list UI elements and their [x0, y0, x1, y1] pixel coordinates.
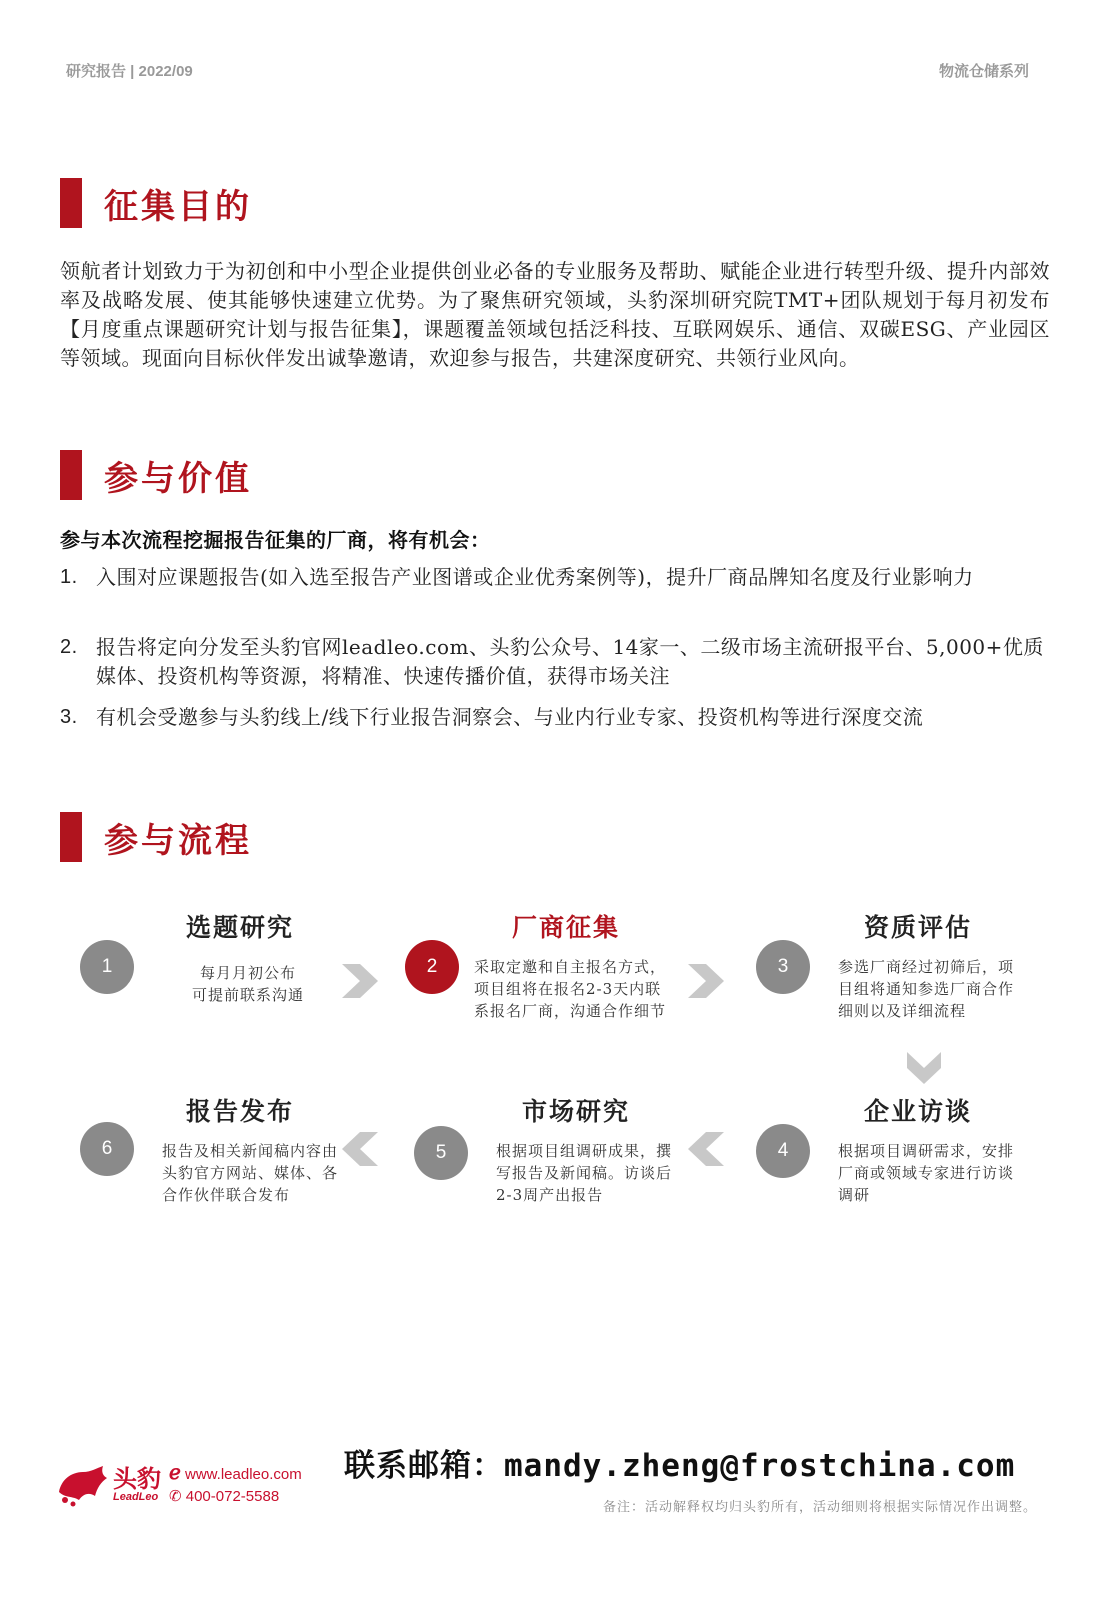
item-text: 入围对应课题报告(如入选至报告产业图谱或企业优秀案例等)，提升厂商品牌知名度及行业影响力 [96, 565, 974, 589]
report-header-series: 物流仓储系列 [938, 63, 1029, 80]
item-number: 2. [60, 636, 78, 658]
step-5-description: 根据项目组调研成果，撰写报告及新闻稿。访谈后2-3周产出报告 [496, 1142, 673, 1204]
chevron-right-icon [340, 962, 380, 1000]
leopard-logo-icon [55, 1462, 109, 1508]
value-item-2 [60, 633, 1050, 691]
contact-email[interactable]: 联系邮箱：mandy.zheng@frostchina.com [344, 1448, 1016, 1484]
item-number: 3. [60, 706, 78, 728]
website-link[interactable]: www.leadleo.com [185, 1466, 302, 1483]
step-4-description: 根据项目调研需求，安排厂商或领域专家进行访谈调研 [838, 1142, 1015, 1204]
step-1-description: 每月月初公布 可提前联系沟通 [191, 964, 304, 1004]
step-3-number: 3 [756, 940, 810, 994]
value-item-1 [60, 563, 1050, 592]
section-marker [60, 178, 82, 228]
phone-number: 400-072-5588 [185, 1488, 280, 1505]
section-purpose-heading [60, 178, 252, 228]
purpose-paragraph: 领航者计划致力于为初创和中小型企业提供创业必备的专业服务及帮助、赋能企业进行转型升级、提升内部效率及战略发展、使其能够快速建立优势。为了聚焦研究领域，头豹深圳研究院TMT+团队规划于每月初发布【月度重点课题研究计划与报告征集】，课题覆盖领域包括泛科技、互联网娱乐、通信、双碳ESG、产业园区等领域。现面向目标伙伴发出诚挚邀请，欢迎参与报告，共建深度研究、共领行业风向。 [60, 259, 1050, 370]
step-2-number: 2 [405, 940, 459, 994]
step-6-number: 6 [80, 1122, 134, 1176]
section-marker [60, 812, 82, 862]
step-6-title: 报告发布 [185, 1097, 294, 1126]
section-title: 参与价值 [104, 458, 252, 499]
report-header-left: 研究报告 | 2022/09 [66, 63, 193, 80]
step-3-title: 资质评估 [863, 913, 972, 942]
chevron-down-icon [905, 1050, 943, 1086]
website-row [169, 1462, 302, 1486]
chevron-left-icon [340, 1130, 380, 1168]
logo-en-text: LeadLeo [113, 1491, 159, 1503]
phone-row [169, 1486, 302, 1508]
step-4-number: 4 [756, 1124, 810, 1178]
item-number: 1. [60, 566, 78, 588]
section-title: 参与流程 [104, 820, 252, 861]
section-value-heading [60, 450, 252, 500]
item-text: 报告将定向分发至头豹官网leadleo.com、头豹公众号、14家一、二级市场主流研报平台、5,000+优质媒体、投资机构等资源，将精准、快速传播价值，获得市场关注 [96, 635, 1044, 688]
section-title: 征集目的 [104, 186, 252, 227]
chevron-right-icon [686, 962, 726, 1000]
web-e-icon: ℯ [169, 1462, 181, 1484]
step-3-description: 参选厂商经过初筛后，项目组将通知参选厂商合作细则以及详细流程 [838, 958, 1015, 1020]
footer-note: 备注：活动解释权均归头豹所有，活动细则将根据实际情况作出调整。 [602, 1500, 1037, 1515]
step-1-number: 1 [80, 940, 134, 994]
step-1-title: 选题研究 [185, 913, 294, 942]
chevron-left-icon [686, 1130, 726, 1168]
step-6-description: 报告及相关新闻稿内容由头豹官方网站、媒体、各合作伙伴联合发布 [162, 1142, 339, 1204]
section-process-heading [60, 812, 252, 862]
value-item-3 [60, 703, 1050, 732]
step-5-number: 5 [414, 1126, 468, 1180]
phone-icon: ✆ [169, 1488, 182, 1505]
logo-cn-text: 头豹 [113, 1465, 161, 1493]
step-2-title: 厂商征集 [511, 913, 620, 942]
step-4-title: 企业访谈 [863, 1097, 972, 1126]
leadleo-logo [55, 1462, 302, 1508]
step-2-description: 采取定邀和自主报名方式，项目组将在报名2-3天内联系报名厂商，沟通合作细节 [474, 958, 667, 1020]
section-marker [60, 450, 82, 500]
step-5-title: 市场研究 [521, 1097, 630, 1126]
value-lead: 参与本次流程挖掘报告征集的厂商，将有机会： [60, 528, 491, 552]
item-text: 有机会受邀参与头豹线上/线下行业报告洞察会、与业内行业专家、投资机构等进行深度交流 [96, 705, 924, 729]
